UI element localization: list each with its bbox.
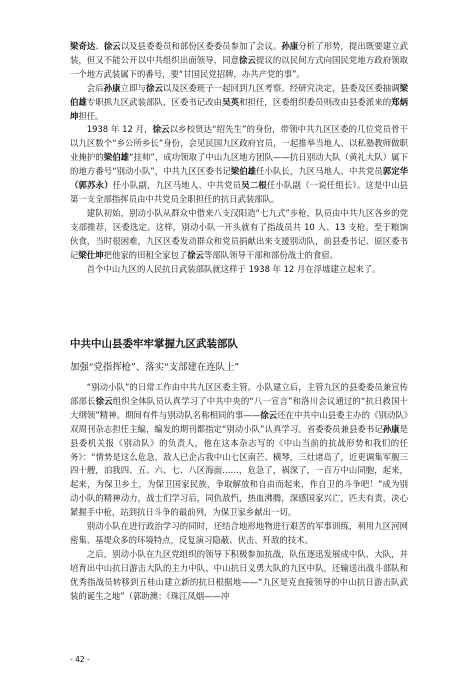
text-run: 之后，别动小队在九区党组织的领导下积极参加抗战，队伍逐迅发展成中队、大队，并培育出中山抗日游击大队的主力中队、中山抗日义勇大队的九区中队，还输送出战斗部队和优秀指战员转移到五桂山建立新的抗日根据地——“九区是克直接领导的中山抗日游击队武装的诞生之地”（郭助澳：《珠江凤烟——冲 [70, 548, 408, 601]
bold-name: 徐云 [187, 249, 204, 260]
bold-name: 梁伯雄 [230, 166, 257, 177]
text-run: 提议的以民间方式向国民党地方政府领取一个地方武装属下的番号，要“甘国民党招牌，办共产党的事”。 [70, 54, 409, 79]
paragraph [70, 40, 408, 82]
paragraph [70, 82, 408, 124]
top-body-text [70, 40, 408, 276]
paragraph [70, 263, 408, 277]
bold-name: 徐云 [239, 54, 256, 65]
bold-name: 梁伯雄 [70, 82, 409, 107]
text-run: 和担任，区委组织委员则改由县委派来的 [239, 96, 392, 107]
text-run: 1938 年 12 月， [86, 124, 153, 135]
bold-name: 吴英 [222, 96, 240, 107]
page-number: - 42 - [70, 655, 90, 664]
text-run: “别动小队”的日常工作由中共九区区委主管。小队建立后，主管九区的县委委员兼宣传部部长 [70, 382, 408, 406]
text-run: 任小队长，九区马地人、中共党员 [256, 166, 383, 177]
bold-name: 孙康 [103, 82, 121, 93]
text-run: 还在中共中山县委主办的《别动队》双周刊杂志担任主编，编发的期刊都指定“别动小队”认真学习。省委委员兼县委书记 [70, 409, 408, 434]
text-run: 以及区委班子一起回到九区考察。经研究决定，县委及区委抽调 [162, 82, 400, 93]
text-run: 是县委机关报《别动队》的负责人，他在这本杂志写的《中山当前的抗战形势和我们的任务》：“情势是这么危急，敌人已企占我中山七区南芒、横琴，三灶诸岛了，近更调集军舰三四十艘，泊我四、五、六、七、八区海面……，危急了，祸深了，一百万中山同胞，起来，起来，为保卫乡土，为保卫国家民族，争取解放和自由而起来，作自卫的斗争吧！”成为别动小队的精神动力，战士们学习后，同仇敌忾，热血沸腾，深感国家兴亡，匹夫有责，决心紧握手中枪，站到抗日斗争的最前列，为保卫家乡献出一切。 [70, 423, 408, 518]
text-run: 组织全体队员认真学习了中共中央的“八一宣言”和洛川会议通过的“抗日救国十大纲领”精神。期间有件与别动队名称相同的事—— [70, 395, 409, 420]
sub-heading: 加强“党指挥枪”、落实“支部建在连队上” [70, 362, 240, 373]
paragraph [70, 520, 408, 548]
paragraph [70, 207, 408, 263]
bold-name: 徐云 [103, 41, 121, 51]
paragraph [70, 381, 408, 520]
paragraph [70, 548, 408, 604]
text-run: 建队初始，别动小队从群众中借来八支汉阳造“七九式”步枪，队员由中共九区各乡的党支部推荐，区委选定。这样，别动小队一开头就有了指战员共 10 人、13 支枪。至于粮饷伙食，当时很困难，九区区委发动群众和党员捐献出来支援别动队，前县委书记、原区委书记 [70, 207, 408, 260]
text-run: 立即与 [120, 82, 147, 93]
paragraph [70, 123, 408, 206]
bold-name: 徐云 [146, 82, 163, 93]
bold-name: 郭定华（郭苏永） [70, 166, 409, 191]
bold-name: 孙康 [382, 423, 400, 434]
text-run: 任小队副（一说任组长）。这是中山县第一支全部指挥员由中共党员全职担任的抗日武装部队。 [70, 180, 409, 204]
text-run: 把他家的田租全家包了 [103, 249, 188, 260]
text-run: 分析了形势，提出既要建立武装，但又不能公开以中共组织出面领导，同意 [70, 41, 409, 65]
text-run: 担任。 [78, 110, 104, 121]
bold-name: 徐云 [260, 409, 278, 420]
bold-name: 徐云 [95, 395, 113, 406]
bold-name: 梁仕坤 [78, 249, 104, 260]
bold-name: 孙康 [281, 41, 299, 51]
bold-name: 梁奇达 [70, 41, 96, 51]
bold-name: 徐云 [152, 124, 170, 135]
text-run: 以乡校贤达“绍先生”的身份，带领中共九区区委的几位党员骨干以九区数个“乡公所乡长”身份，会见民国九区政府官员，一起推举当地人、以私塾教师做职业掩护的 [70, 124, 408, 163]
text-run: 专职抓九区武装部队，区委书记改由 [86, 96, 223, 107]
text-run: 首个中山九区的人民抗日武装部队就这样于 1938 年 12 月在浮墟建立起来了。 [86, 263, 381, 274]
text-run: 等部队领导干部和部份战士的食宿。 [204, 249, 338, 260]
bottom-body-text [70, 381, 408, 604]
text-run: 别动小队在进行政治学习的同时，还结合地形地物进行艰苦的军事训练，利用九区河网密集、基堤众多的环境特点，反复演习隐蔽、伏击、歼敌的技术。 [70, 521, 408, 545]
text-run: “挂帅”，成功领取了中山九区地方团队——抗日别动大队（黄礼大队）属下的地方番号“别动小队”，中共九区区委书记 [70, 152, 409, 177]
bold-name: 郑炳坤 [70, 96, 409, 121]
text-run: 、 [95, 41, 104, 51]
text-run: 任小队副，九区马地人、中共党员 [112, 180, 242, 191]
text-run: 以及县委委员和部份区委委员参加了会议。 [120, 41, 282, 51]
section-heading: 中共中山县委牢牢掌握九区武装部队 [70, 338, 238, 350]
bold-name: 吴二根 [241, 180, 267, 191]
text-run: 会后 [86, 82, 104, 93]
bold-name: 梁伯雄 [103, 152, 130, 163]
